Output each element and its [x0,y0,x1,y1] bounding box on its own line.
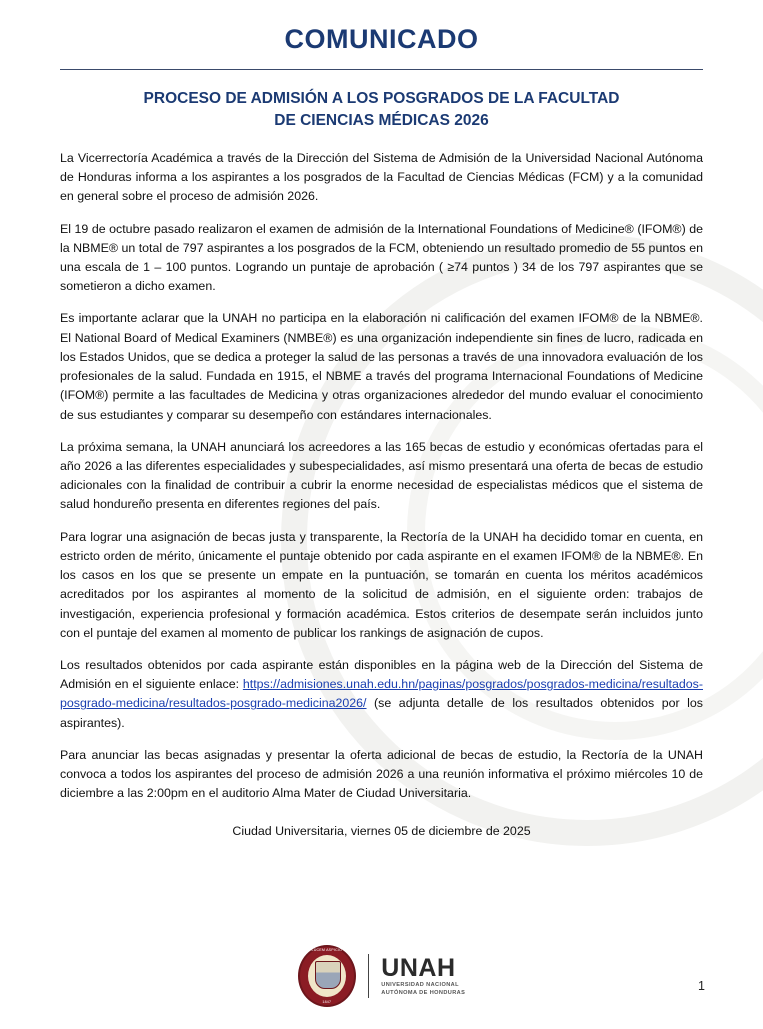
footer-divider [368,954,370,998]
brand-name: UNAH [381,954,456,983]
subtitle-line-2: DE CIENCIAS MÉDICAS 2026 [274,112,489,130]
document-page [0,24,763,838]
seal-top-text: LUCEM ASPICIO [311,948,343,952]
paragraph-2: El 19 de octubre pasado realizaron el examen de admisión de la International Foundations of Medicine® (IFOM®) de la NBME® un total de 797 aspirantes a los posgrados de la FCM, obteniendo un resultado promedio de 55 puntos en una escala de 1 – 100 puntos. Logrando un puntaje de aprobación ( ≥74 puntos ) 34 de los 797 aspirantes que se sometieron a dicho examen. [60,221,703,294]
subtitle-line-1: PROCESO DE ADMISIÓN A LOS POSGRADOS DE LA FACULTAD [143,90,620,107]
closing-line: Ciudad Universitaria, viernes 05 de diciembre de 2025 [232,823,531,838]
results-link[interactable]: https://admisiones.unah.edu.hn/paginas/posgrados/posgrados-medicina/resultados-posgrado-medicina/resultados-posgrado-medicina2026/ [60,677,703,711]
paragraph-4: La próxima semana, la UNAH anunciará los acreedores a las 165 becas de estudio y económicas ofertadas para el año 2026 a las diferentes especialidades y subespecialidades, así mismo presentará una oferta de becas de estudio adicionales con la finalidad de contribuir a cubrir la enorme necesidad de especialistas médicos que el sistema de salud hondureño presenta en diferentes regiones del país. [60,439,703,512]
paragraph-1: La Vicerrectoría Académica a través de la Dirección del Sistema de Admisión de la Universidad Nacional Autónoma de Honduras informa a los aspirantes a los posgrados de la Facultad de Ciencias Médicas (FCM) y a la comunidad en general sobre el proceso de admisión 2026. [60,150,703,204]
paragraph-5: Para lograr una asignación de becas justa y transparente, la Rectoría de la UNAH ha decidido tomar en cuenta, en estricto orden de mérito, únicamente el puntaje obtenido por cada aspirante en el examen IFOM® de la NBME®. En los casos en los que se presente un empate en la puntuación, se tomarán en cuenta los méritos académicos acreditados por los aspirantes al momento de la solicitud de admisión, en el siguiente orden: trabajos de investigación, experiencia profesional y formación académica. Estos criterios de desempate serán incluidos junto con el puntaje del examen al momento de publicar los rankings de asignación de cupos. [60,529,703,640]
brand-sub-line-2: AUTÓNOMA DE HONDURAS [381,990,466,997]
unah-brand [381,955,465,997]
document-footer [0,945,763,1007]
page-number: 1 [698,979,705,993]
document-subtitle [66,88,697,133]
final-paragraph: Para anunciar las becas asignadas y presentar la oferta adicional de becas de estudio, la Rectoría de la UNAH convoca a todos los aspirantes del proceso de admisión 2026 a una reunión informativa el próximo miércoles 10 de diciembre a las 2:00pm en el auditorio Alma Mater de Ciudad Universitaria. [60,747,703,801]
paragraph-3: Es importante aclarar que la UNAH no participa en la elaboración ni calificación del examen IFOM® de la NBME®. El National Board of Medical Examiners (NMBE®) es una organización independiente sin fines de lucro, radicada en los Estados Unidos, que se dedica a proteger la salud de las personas a través de una innovadora evaluación de los profesionales de la salud. Fundada en 1915, el NBME a través del programa Internacional Foundations of Medicine (IFOM®) permite a las facultades de Medicina y otras organizaciones alrededor del mundo evaluar el conocimiento de sus estudiantes y comparar su desempeño con estándares internacionales. [60,311,703,422]
seal-bottom-text: 1847 [322,1000,332,1004]
brand-sub-line-1: UNIVERSIDAD NACIONAL [381,982,459,989]
results-paragraph-lead: Los resultados obtenidos por cada aspirante están disponibles en la página web de la Dirección del Sistema de Admisión en el siguiente enlace: [60,657,703,692]
results-paragraph-tail: (se adjunta detalle de los resultados obtenidos por los aspirantes). [60,696,703,730]
results-paragraph [60,656,703,733]
page-title: COMUNICADO [284,24,479,54]
unah-seal-icon [298,945,356,1007]
title-divider [60,69,703,70]
